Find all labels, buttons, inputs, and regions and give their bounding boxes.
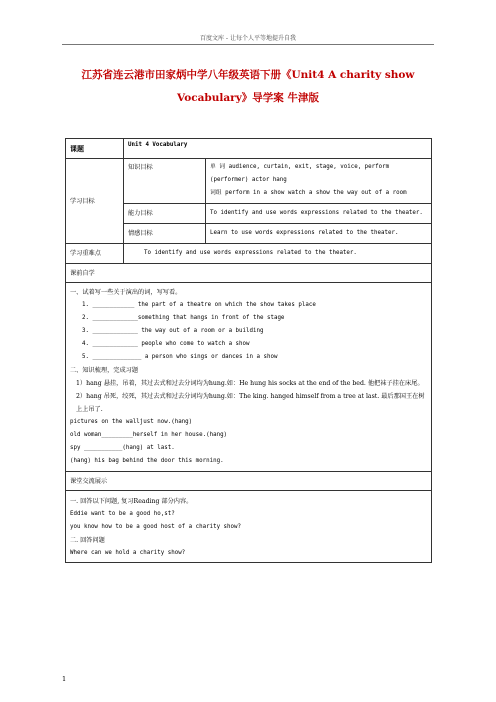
goals-label: 学习目标 bbox=[66, 159, 124, 244]
exchange-line: 一. 回答以下问题, 复习Reading 部分内容。 bbox=[70, 498, 193, 505]
page-number: 1 bbox=[62, 675, 67, 683]
exchange-line: 二. 回答问题 bbox=[70, 537, 105, 544]
topic-row bbox=[66, 139, 432, 159]
grammar-note: 2）hang 吊死，绞死，其过去式和过去分词均为hung.如：The king. hanged himself from a tree at last. 最后那国王在树上上吊了. bbox=[76, 393, 425, 413]
exercise-item: old woman_________herself in her house.(hang) bbox=[70, 432, 228, 438]
grammar-note: 1）hang 悬挂，吊着，其过去式和过去分词均为hung.如：He hung his socks at the end of the bed. 他把袜子挂在床尾。 bbox=[76, 380, 424, 387]
knowledge-row bbox=[66, 159, 432, 204]
blank-item: 3. _____________ the way out of a room or a building bbox=[82, 328, 264, 334]
preview-label: 课前自学 bbox=[66, 264, 432, 283]
preview-label-row bbox=[66, 264, 432, 283]
preview-line: 一、试着写一些关于演出的词，写写看。 bbox=[70, 289, 182, 296]
preview-line: 二、知识梳理，完成习题 bbox=[70, 367, 139, 374]
exercise-item: (hang) his bag behind the door this morning. bbox=[70, 458, 224, 464]
keypoints-label: 学习重难点 bbox=[66, 244, 124, 264]
blank-item: 1. ____________ the part of a theatre on which the show takes place bbox=[82, 302, 316, 308]
keypoints-text: To identify and use words expressions related to the theater. bbox=[124, 244, 432, 264]
knowledge-words: 单 词 audience, curtain, exit, stage, voice, perform (performer) actor hang bbox=[210, 164, 393, 183]
keypoints-row bbox=[66, 244, 432, 264]
exercise-item: pictures on the walljust now.(hang) bbox=[70, 419, 193, 425]
exchange-line: Where can we hold a charity show? bbox=[70, 550, 186, 556]
blank-item: 2. _____________something that hangs in front of the stage bbox=[82, 315, 285, 321]
topic-value: Unit 4 Vocabulary bbox=[124, 139, 432, 159]
knowledge-content bbox=[206, 159, 432, 204]
document-title-line2: Vocabulary》导学案 牛津版 bbox=[177, 92, 319, 104]
exchange-content bbox=[66, 491, 432, 563]
lesson-plan-table bbox=[65, 138, 432, 563]
exchange-content-row bbox=[66, 491, 432, 563]
page-header: 百度文库 - 让每个人平等地提升自我 bbox=[200, 35, 296, 42]
preview-content bbox=[66, 283, 432, 472]
exercise-item: spy ___________(hang) at last. bbox=[70, 445, 175, 451]
blank-item: 4. _____________ people who come to watch a show bbox=[82, 341, 250, 347]
ability-text: To identify and use words expressions related to the theater. bbox=[206, 204, 432, 224]
preview-content-row bbox=[66, 283, 432, 472]
knowledge-phrases: 词组 perform in a show watch a show the way out of a room bbox=[210, 190, 407, 196]
emotion-label: 情感目标 bbox=[124, 224, 206, 244]
exchange-line: you know how to be a good host of a charity show? bbox=[70, 524, 242, 530]
blank-item: 5. ______________ a person who sings or dances in a show bbox=[82, 354, 278, 360]
ability-label: 能力目标 bbox=[124, 204, 206, 224]
emotion-text: Learn to use words expressions related to the theater. bbox=[206, 224, 432, 244]
knowledge-label: 知识目标 bbox=[124, 159, 206, 204]
exchange-label: 课堂交流展示 bbox=[66, 472, 432, 491]
exchange-line: Eddie want to be a good ho,st? bbox=[70, 511, 175, 517]
header-divider bbox=[62, 44, 434, 45]
topic-label: 课题 bbox=[66, 139, 124, 159]
exchange-label-row bbox=[66, 472, 432, 491]
document-title-line1: 江苏省连云港市田家炳中学八年级英语下册《Unit4 A charity show bbox=[81, 69, 415, 81]
